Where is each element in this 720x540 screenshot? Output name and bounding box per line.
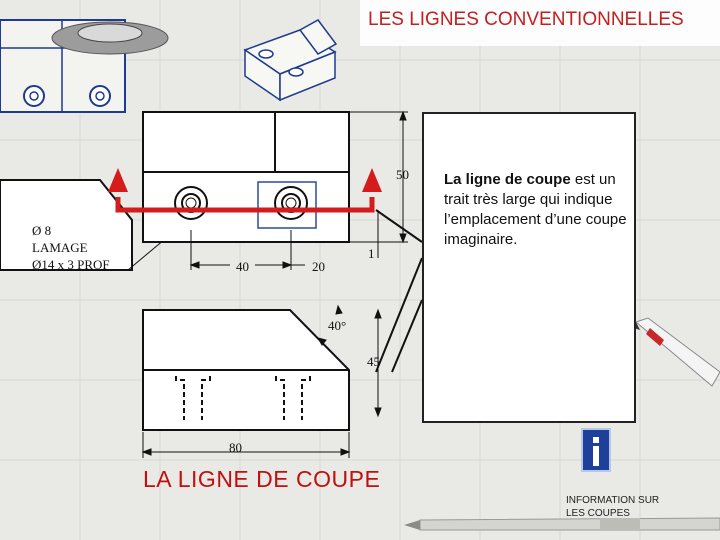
title-bar (360, 0, 720, 46)
callout-diameter: Ø 8 (32, 223, 52, 238)
pen-decoration (628, 318, 720, 386)
description-panel (422, 112, 636, 423)
dimension-height-front: 45 (367, 354, 380, 369)
slide-title: LES LIGNES CONVENTIONNELLES (368, 9, 684, 30)
description-text (444, 170, 630, 250)
top-view (143, 112, 349, 242)
dimension-height-top: 50 (396, 167, 409, 182)
callout-depth: Ø14 x 3 PROF (32, 257, 110, 272)
dimension-angle: 40° (328, 318, 347, 333)
dimension-small: 1 (368, 246, 375, 261)
info-link[interactable]: INFORMATION SUR LES COUPES (566, 495, 660, 519)
figure-caption: LA LIGNE DE COUPE (143, 466, 381, 492)
dimension-offset-20: 20 (312, 259, 325, 274)
counterbore-callout (32, 222, 110, 273)
dimension-offset-40: 40 (236, 259, 249, 274)
isometric-sketch-left (0, 20, 168, 112)
pointer-lines (376, 210, 422, 372)
isometric-sketch-part (245, 20, 336, 100)
callout-lamage: LAMAGE (32, 240, 88, 255)
front-view (143, 310, 349, 430)
description-highlight: La ligne de coupe (444, 171, 571, 188)
cutting-arrow-left (108, 168, 128, 192)
cutting-arrow-right (362, 168, 382, 192)
description-rest: est un trait très large qui indique l’emplacement d’une coupe imaginaire. (444, 171, 627, 248)
dimension-width: 80 (229, 440, 242, 455)
info-icon[interactable] (581, 428, 611, 472)
